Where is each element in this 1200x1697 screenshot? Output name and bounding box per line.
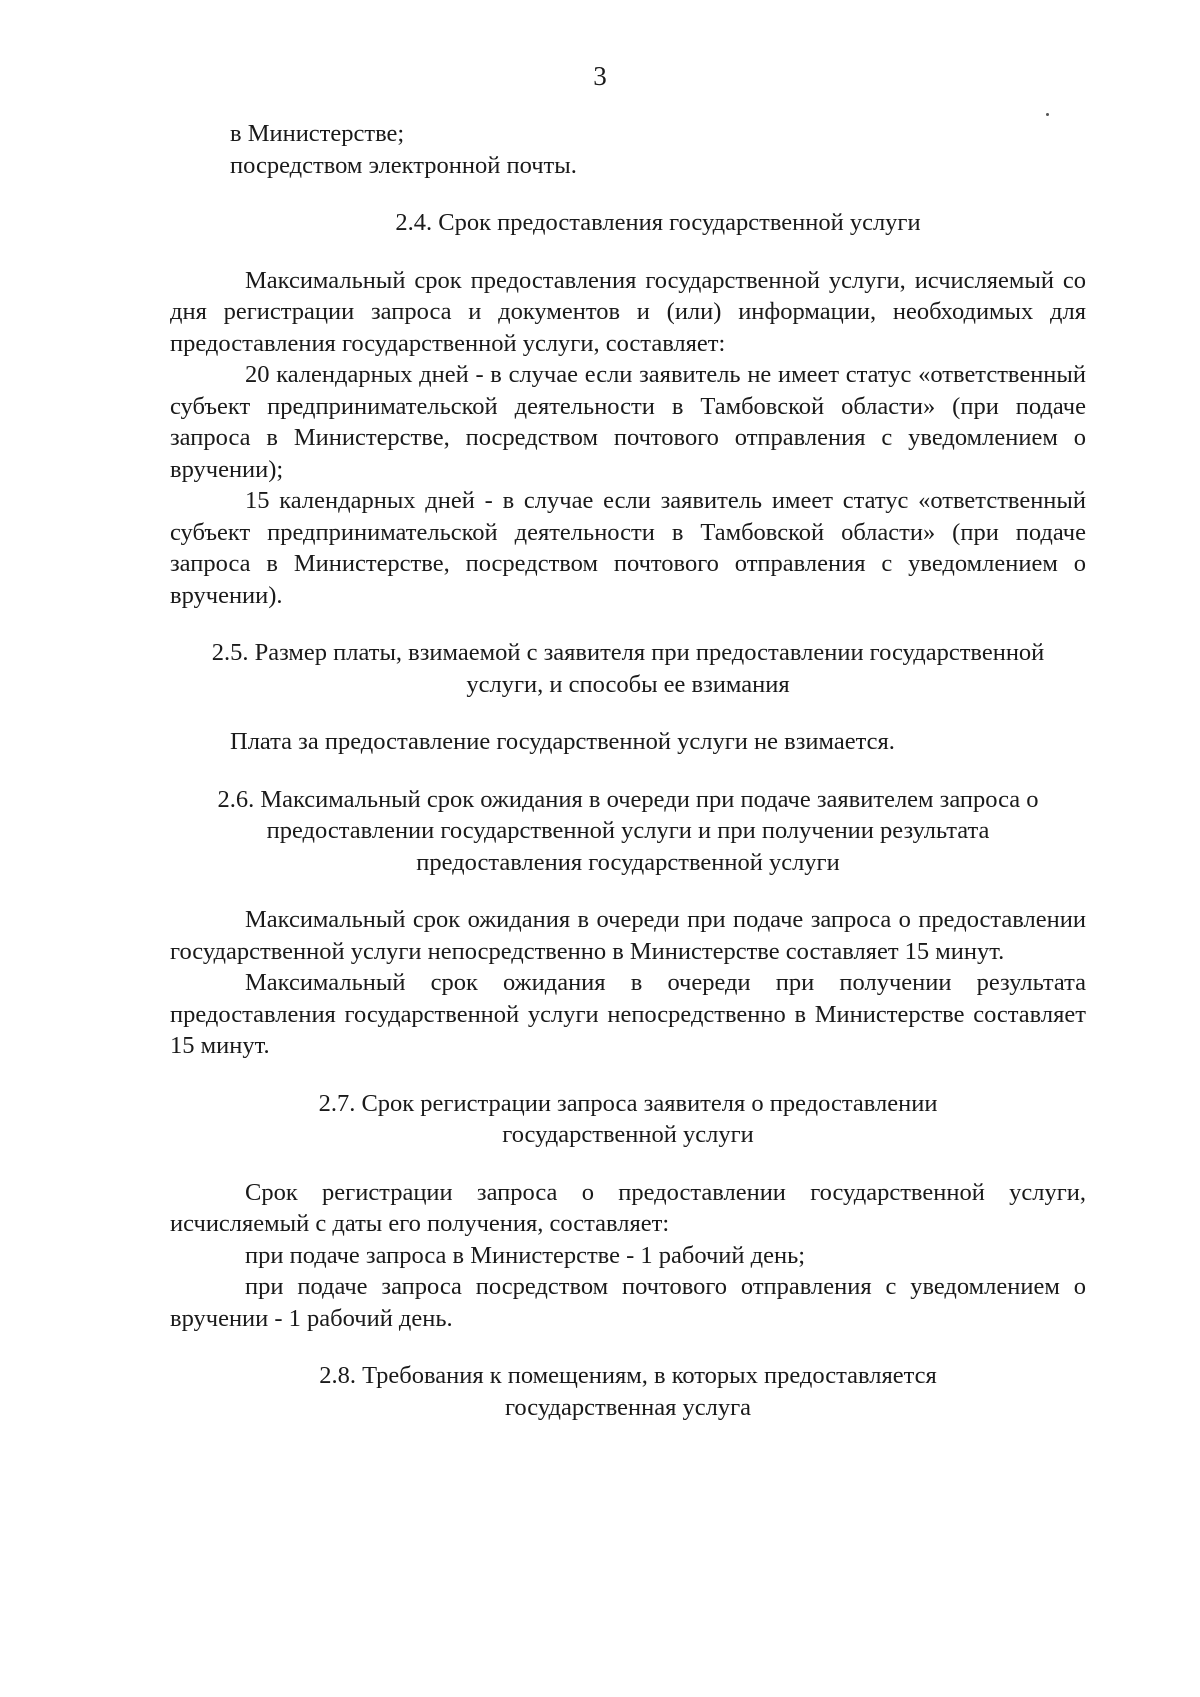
scan-speck xyxy=(1046,113,1049,116)
intro-line-2: посредством электронной почты. xyxy=(230,151,577,179)
section-2-4-paragraph-1: Максимальный срок предоставления государственной услуги, исчисляемый со дня регистрации запроса и документов и (или) информации, необходимых для предоставления государственной услуги, составляет: xyxy=(170,266,1086,357)
section-2-6-paragraph-2: Максимальный срок ожидания в очереди при получении результата предоставления государственной услуги непосредственно в Министерстве составляет 15 минут. xyxy=(170,969,1086,1059)
intro-line-1: в Министерстве; xyxy=(230,120,405,147)
section-2-6-heading-line-2: предоставлении государственной услуги и при получении результата xyxy=(266,817,990,844)
section-2-6-paragraph-1: Максимальный срок ожидания в очереди при подаче запроса о предоставлении государственной услуги непосредственно в Министерстве составляет 15 минут. xyxy=(170,906,1086,965)
section-2-8-heading-line-1: 2.8. Требования к помещениям, в которых предоставляется xyxy=(319,1362,937,1389)
section-2-8-heading-line-2: государственная услуга xyxy=(504,1393,752,1421)
section-2-4-paragraph-3: 15 календарных дней - в случае если заявитель имеет статус «ответственный субъект предпринимательской деятельности в Тамбовской области» (при подаче запроса в Министерстве, посредством почтового отправления с уведомлением о вручении). xyxy=(170,487,1086,609)
page-number: 3 xyxy=(593,61,607,91)
section-2-4-heading: 2.4. Срок предоставления государственной услуги xyxy=(395,209,921,236)
section-2-4-paragraph-2: 20 календарных дней - в случае если заявитель не имеет статус «ответственный субъект предпринимательской деятельности в Тамбовской области» (при подаче запроса в Министерстве, посредством почтового отправления с уведомлением о вручении); xyxy=(170,361,1086,483)
document-body xyxy=(170,118,1086,1423)
section-2-7-paragraph-3: при подаче запроса посредством почтового отправления с уведомлением о вручении - 1 рабочий день. xyxy=(170,1273,1086,1332)
section-2-7-paragraph-1: Срок регистрации запроса о предоставлении государственной услуги, исчисляемый с даты его получения, составляет: xyxy=(170,1178,1086,1237)
section-2-5-heading-line-1: 2.5. Размер платы, взимаемой с заявителя при предоставлении государственной xyxy=(211,639,1045,666)
section-2-7-heading-line-2: государственной услуги xyxy=(502,1121,754,1148)
section-2-5-heading-line-2: услуги, и способы ее взимания xyxy=(466,670,790,698)
section-2-6-heading-line-3: предоставления государственной услуги xyxy=(416,848,840,876)
section-2-7-heading-line-1: 2.7. Срок регистрации запроса заявителя о предоставлении xyxy=(318,1089,938,1117)
section-2-6-heading-line-1: 2.6. Максимальный срок ожидания в очереди при подаче заявителем запроса о xyxy=(217,785,1039,813)
section-2-5-paragraph-1: Плата за предоставление государственной услуги не взимается. xyxy=(230,728,895,755)
section-2-7-paragraph-2: при подаче запроса в Министерстве - 1 рабочий день; xyxy=(245,1241,806,1269)
